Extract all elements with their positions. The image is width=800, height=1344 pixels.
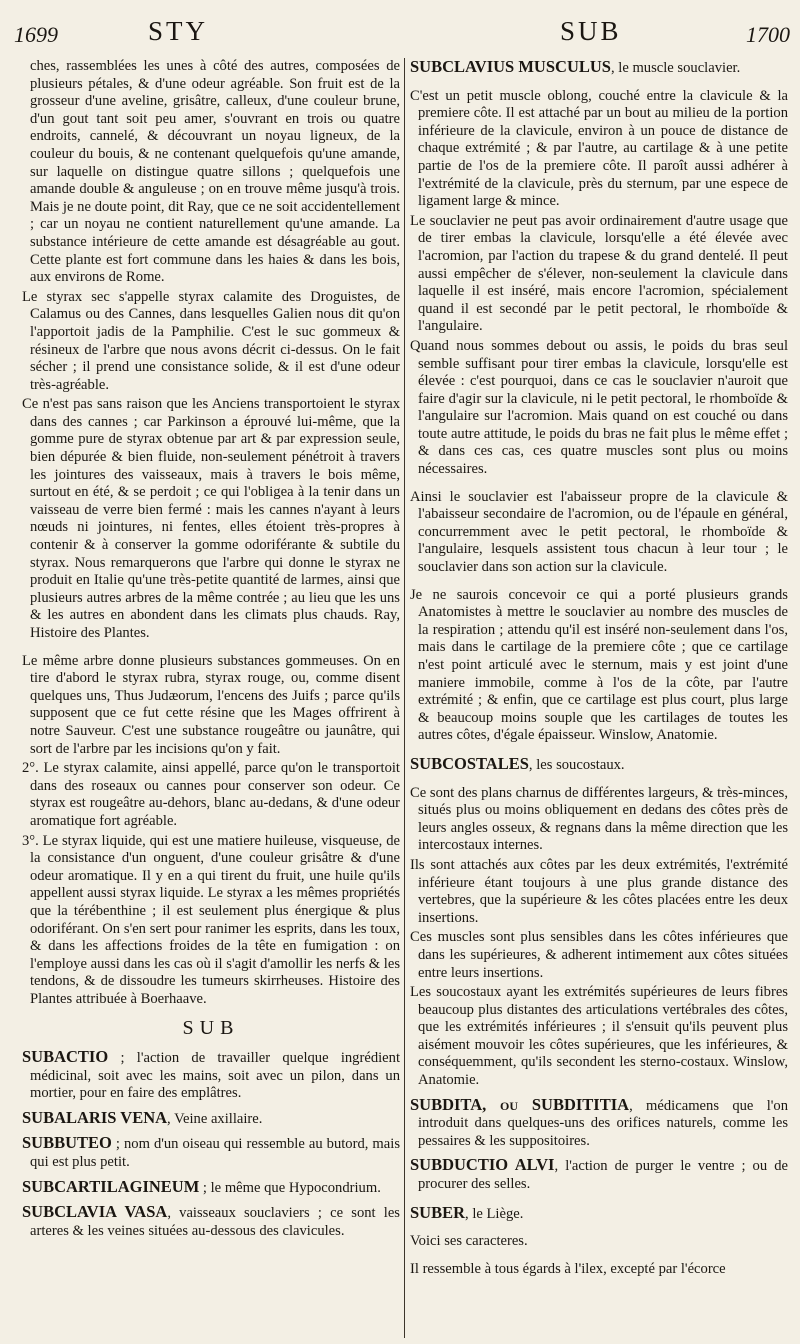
definition: , l'action de purger le ventre ; ou de procurer des selles.: [418, 1158, 788, 1193]
headword: SUBCLAVIA VASA: [22, 1202, 168, 1222]
definition: ; nom d'un oiseau qui ressemble au butord, mais qui est plus petit.: [30, 1136, 400, 1171]
paragraph: Le souclavier ne peut pas avoir ordinairement d'autre usage que de tirer embas la clavicule, lorsqu'elle a été élevée avec l'acromion, par l'action du trapese & du grand dentelé. Il peut aussi empêcher de s'élever, non-seulement la clavicule dans laquelle il est inséré, mais encore l'acromion, spécialement quand il est secondé par le petit pectoral, le rhomboïde & l'angulaire.: [410, 212, 788, 335]
headword: SUBBUTEO: [22, 1133, 112, 1153]
left-column: [22, 58, 400, 1242]
headword: SUBACTIO: [22, 1047, 109, 1067]
entry-subclavius-musculus: [410, 58, 788, 78]
definition: , le muscle souclavier.: [610, 60, 741, 76]
definition: ; le même que Hypocondrium.: [199, 1179, 381, 1196]
headword: SUBALARIS VENA: [22, 1107, 168, 1127]
paragraph: Ces muscles sont plus sensibles dans les côtes inférieures que dans les supérieures, & adherent intimement aux côtes situées entre leurs insertions.: [410, 929, 788, 981]
paragraph: Les soucostaux ayant les extrémités supérieures de leurs fibres beaucoup plus distantes des articulations vertébrales des côtes, que les extrémités inférieures ; il s'ensuit qu'ils peuvent plus aisément mouvoir les côtes supérieures, que les inférieures, & conséquemment, qu'ils secondent les sterno-costaux. Winslow, Anatomie.: [410, 984, 788, 1089]
right-column: [410, 58, 788, 1280]
definition: , Veine axillaire.: [167, 1110, 263, 1127]
paragraph: Le même arbre donne plusieurs substances gommeuses. On en tire d'abord le styrax rubra, styrax rouge, ou, comme disent quelques uns, Thus Judæorum, l'encens des Juifs ; parce qu'ils supposent que ce fut cette résine que les Mages offrirent à notre Sauveur. C'est une substance rougeâtre ou jaunâtre, qui sort de l'arbre par les incisions qu'on y fait.: [22, 652, 400, 757]
headword: SUBER: [410, 1202, 466, 1222]
entry-subdita: [410, 1096, 788, 1151]
definition: , médicamens que l'on introduit dans quelques-uns des orifices naturels, comme les pessaires & les suppositoires.: [418, 1097, 788, 1149]
paragraph: C'est un petit muscle oblong, couché entre la clavicule & la premiere côte. Il est attaché par un bout au milieu de la portion inférieure de la clavicule, environ à un pouce de distance de chaque extrémité ; & par l'autre, au cartilage & à une petite partie de l'os de la premiere côte. Il paroît aussi adhérer à l'extrémité de la clavicule, près du sternum, par une espece de ligament large & mince.: [410, 87, 788, 210]
paragraph: Ce sont des plans charnus de différentes largeurs, & très-minces, situés plus ou moins obliquement en dedans des côtes près de leurs angles osseux, & regnans dans la même direction que les intercostaux internes.: [410, 784, 788, 854]
definition: , le Liège.: [465, 1205, 524, 1222]
paragraph: 2°. Le styrax calamite, ainsi appellé, parce qu'on le transportoit dans des roseaux ou cannes pour conserver son odeur. Ce styrax est rougeâtre au-dehors, blanc au-dedans, & d'une odeur aromatique fort agréable.: [22, 760, 400, 829]
paragraph: Le styrax sec s'appelle styrax calamite des Droguistes, de Calamus ou des Cannes, dans lesquelles Galien nous dit qu'on l'apportoit jadis de la Pamphilie. C'est le suc gommeux & résineux de l'arbre que nous avons décrit ci-dessus. On le fait sécher ; il prend une consistance solide, & il est d'une odeur très-agréable.: [22, 288, 400, 393]
paragraph: Je ne saurois concevoir ce qui a porté plusieurs grands Anatomistes à mettre le souclavier au nombre des muscles de la respiration ; attendu qu'il est inséré non-seulement dans l'os, mais dans le cartilage de la premiere côte ; que ce cartilage n'est point articulé avec le sternum, mais y est joint d'une maniere immobile, comme à l'os de la côte, par l'autre extrémité ; & enfin, que ce cartilage est plus court, plus large & beaucoup moins souple que les cartilages de toutes les autres côtes, d'égale épaisseur. Winslow, Anatomie.: [410, 586, 788, 744]
headword: SUBDITA, ou SUBDITITIA: [410, 1094, 630, 1114]
definition: , vaisseaux souclaviers ; ce sont les arteres & les veines situées au-dessous des clavicules.: [30, 1205, 400, 1239]
section-heading: SUB: [182, 1017, 240, 1040]
entry-subbuteo: [22, 1134, 400, 1171]
entry-subcostales: [410, 755, 788, 775]
entry-subactio: [22, 1048, 400, 1103]
paragraph: ches, rassemblées les unes à côté des autres, composées de plusieurs pétales, & d'une odeur agréable. Son fruit est de la grosseur d'une aveline, grisâtre, calleux, d'une couleur brune, d'un gout tant soit peu amer, s'ouvrant en trois ou quatre endroits, cannelé, & découvrant un noyau ligneux, de la couleur du bouis, & ne contenant quelquefois qu'une amande, sur laquelle on distingue quatre sillons ; quelquefois une amande double & anguleuse ; on en trouve même jusqu'à trois. Mais je ne doute point, dit Ray, que ce ne soit accidentellement ; car un noyau ne contient naturellement qu'une amande. La substance intérieure de cette amande est désagréable au gout. Cette plante est fort commune dans les haies & dans les bois, aux environs de Rome.: [30, 58, 400, 286]
page-number-right: 1700: [746, 22, 790, 47]
paragraph: 3°. Le styrax liquide, qui est une matiere huileuse, visqueuse, de la consistance d'un onguent, d'une couleur grisâtre & d'une odeur aromatique. Il y en a qui tirent du fruit, une huile qu'ils appellent aussi styrax liquide. Le styrax a les mêmes propriétés que la térébenthine ; il est seulement plus énergique & plus odoriférant. On s'en sert pour ranimer les esprits, dans les toux, & dans les affections froides de la tête en fumigation : on l'employe aussi dans les cas où il s'agit d'amollir les nerfs & les tendons, & de dissoudre les tumeurs skirrheuses. Histoire des Plantes attribuée à Boerhaave.: [22, 832, 400, 1007]
running-head-right: SUB: [560, 16, 622, 46]
entry-subcartilagineum: [22, 1178, 400, 1198]
paragraph: Voici ses caracteres.: [410, 1233, 528, 1250]
paragraph: Ainsi le souclavier est l'abaisseur propre de la clavicule & l'abaisseur secondaire de l'acromion, ou de l'épaule en général, concurremment avec le petit pectoral, le rhomboïde & l'angulaire, lesquels assistent tous chacun à leur tour ; le souclavier dans son action sur la clavicule.: [410, 488, 788, 576]
entry-subductio-alvi: [410, 1156, 788, 1193]
running-head-left: STY: [148, 16, 209, 46]
definition: , les soucostaux.: [528, 756, 625, 773]
headword: SUBCLAVIUS MUSCULUS: [410, 57, 611, 76]
entry-subalaris-vena: [22, 1109, 400, 1129]
page-number-left: 1699: [14, 22, 58, 47]
headword: SUBCOSTALES: [410, 753, 529, 773]
definition: ; l'action de travailler quelque ingrédient médicinal, soit avec les mains, soit avec un pilon, dans un mortier, pour en faire des emplâtres.: [30, 1050, 400, 1102]
column-divider: [404, 58, 405, 1338]
entry-subclavia-vasa: [22, 1203, 400, 1240]
headword: SUBDUCTIO ALVI: [410, 1155, 555, 1175]
paragraph: Il ressemble à tous égards à l'ilex, excepté par l'écorce: [410, 1260, 726, 1277]
paragraph: Ils sont attachés aux côtes par les deux extrémités, l'extrémité inférieure étant toujours à une plus grande distance des vertebres, que la supérieure & les côtes placées entre les deux insertions.: [410, 856, 788, 926]
paragraph: Quand nous sommes debout ou assis, le poids du bras seul semble suffisant pour tirer embas la clavicule, lorsqu'elle est élevée : c'est pourquoi, dans ce cas le souclavier n'auroit que faire d'agir sur la clavicule, ni le petit pectoral, le rhomboïde & l'angulaire sur l'acromion. Mais quand on est couché ou dans toute autre attitude, le poids du bras ne fait plus le même effet ; & dans ces cas, ces quatre muscles sont plus ou moins nécessaires.: [410, 337, 788, 478]
headword: SUBCARTILAGINEUM: [22, 1176, 200, 1196]
entry-suber: [410, 1204, 788, 1224]
paragraph: Ce n'est pas sans raison que les Anciens transportoient le styrax dans des cannes ; car Parkinson a éprouvé lui-même, que la gomme pure de styrax obtenue par art & par expression seule, bien dépurée & bien fluide, non-seulement pénétroit à travers les jointures des vaisseaux, mais à travers le bois même, surtout en été, & se perdoit ; ce qui l'obligea à la tenir dans un vaisseau de verre bien fermé : mais les cannes n'ayant à leurs nœuds ni jointures, ni fentes, elles étoient très-propres à contenir & à conserver la gomme odoriférante & subtile du styrax. Nous remarquerons que l'arbre qui donne le styrax ne produit en Italie qu'une très-petite quantité de larmes, ainsi que plusieurs autres arbres de la même contrée ; au lieu que les uns & les autres en abondent dans les climats plus chauds. Ray, Histoire des Plantes.: [22, 396, 400, 641]
